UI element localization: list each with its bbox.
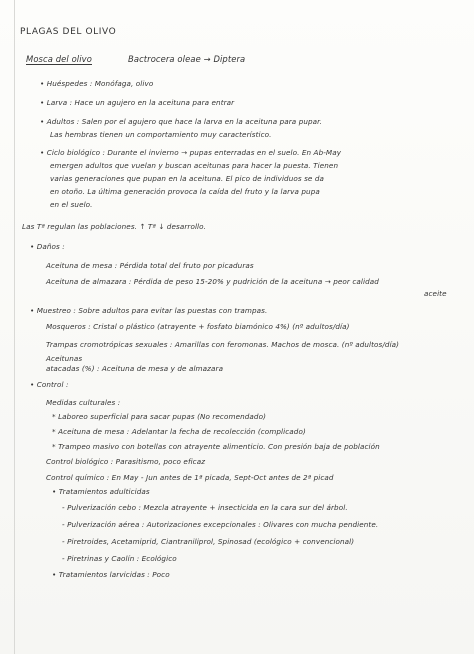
line-larva: • Larva : Hace un agujero en la aceituna para entrar xyxy=(40,98,235,107)
line-cebo: - Pulverización cebo : Mezcla atrayente + insecticida en la cara sur del árbol. xyxy=(62,503,348,512)
section-heading-mosca: Mosca del olivo xyxy=(26,54,92,64)
line-larvicidas: • Tratamientos larvicidas : Poco xyxy=(52,570,170,579)
line-almazara-2: aceite xyxy=(424,289,447,298)
line-aceituna-mesa: * Aceituna de mesa : Adelantar la fecha de recolección (complicado) xyxy=(52,427,306,436)
line-ciclo-4: en otoño. La última generación provoca la caída del fruto y la larva pupa xyxy=(50,187,320,196)
line-danos: • Daños : xyxy=(30,242,65,251)
line-atacadas-1: Aceitunas xyxy=(46,354,83,363)
line-mesa: Aceituna de mesa : Pérdida total del fruto por picaduras xyxy=(46,261,254,270)
line-regulan: Las Tª regulan las poblaciones. ↑ Tª ↓ desarrollo. xyxy=(22,222,207,231)
line-biologico: Control biológico : Parasitismo, poco eficaz xyxy=(46,457,206,466)
line-almazara-1: Aceituna de almazara : Pérdida de peso 15-20% y pudrición de la aceituna → peor calidad xyxy=(46,277,379,286)
line-ciclo-1: • Ciclo biológico : Durante el invierno → pupas enterradas en el suelo. En Ab-May xyxy=(40,148,342,157)
line-trampeo: * Trampeo masivo con botellas con atrayente alimenticio. Con presión baja de población xyxy=(52,442,380,451)
species-label: Bactrocera oleae → Diptera xyxy=(128,54,246,64)
line-adulticidas: • Tratamientos adulticidas xyxy=(52,487,150,496)
line-trampas: Trampas cromotrópicas sexuales : Amarillas con feromonas. Machos de mosca. (nº adultos/día) xyxy=(46,340,400,349)
line-adultos-2: Las hembras tienen un comportamiento muy característico. xyxy=(50,130,272,139)
line-quimico: Control químico : En May - Jun antes de 1ª picada, Sept-Oct antes de 2ª picad xyxy=(46,473,334,482)
line-piretrinas: - Piretrinas y Caolín : Ecológico xyxy=(62,554,177,563)
line-ciclo-3: varias generaciones que pupan en la aceituna. El pico de individuos se da xyxy=(50,174,325,183)
line-laboreo: * Laboreo superficial para sacar pupas (No recomendado) xyxy=(52,412,266,421)
line-atacadas-2: atacadas (%) : Aceituna de mesa y de almazara xyxy=(46,364,224,373)
line-adultos-1: • Adultos : Salen por el agujero que hace la larva en la aceituna para pupar. xyxy=(40,117,322,126)
line-ciclo-2: emergen adultos que vuelan y buscan aceitunas para hacer la puesta. Tienen xyxy=(50,161,339,170)
line-ciclo-5: en el suelo. xyxy=(50,200,93,209)
margin-line xyxy=(14,0,15,654)
line-aerea: - Pulverización aérea : Autorizaciones excepcionales : Olivares con mucha pendiente. xyxy=(62,520,379,529)
line-mosqueros: Mosqueros : Cristal o plástico (atrayente + fosfato biamónico 4%) (nº adultos/día) xyxy=(46,322,350,331)
line-piretroides: - Piretroides, Acetamiprid, Ciantraniliprol, Spinosad (ecológico + convencional) xyxy=(62,537,355,546)
line-huespedes: • Huéspedes : Monófaga, olivo xyxy=(40,79,154,88)
page-title: PLAGAS DEL OLIVO xyxy=(20,27,117,37)
line-medidas: Medidas culturales : xyxy=(46,398,121,407)
line-muestreo: • Muestreo : Sobre adultos para evitar las puestas con trampas. xyxy=(30,306,268,315)
line-control: • Control : xyxy=(30,380,69,389)
